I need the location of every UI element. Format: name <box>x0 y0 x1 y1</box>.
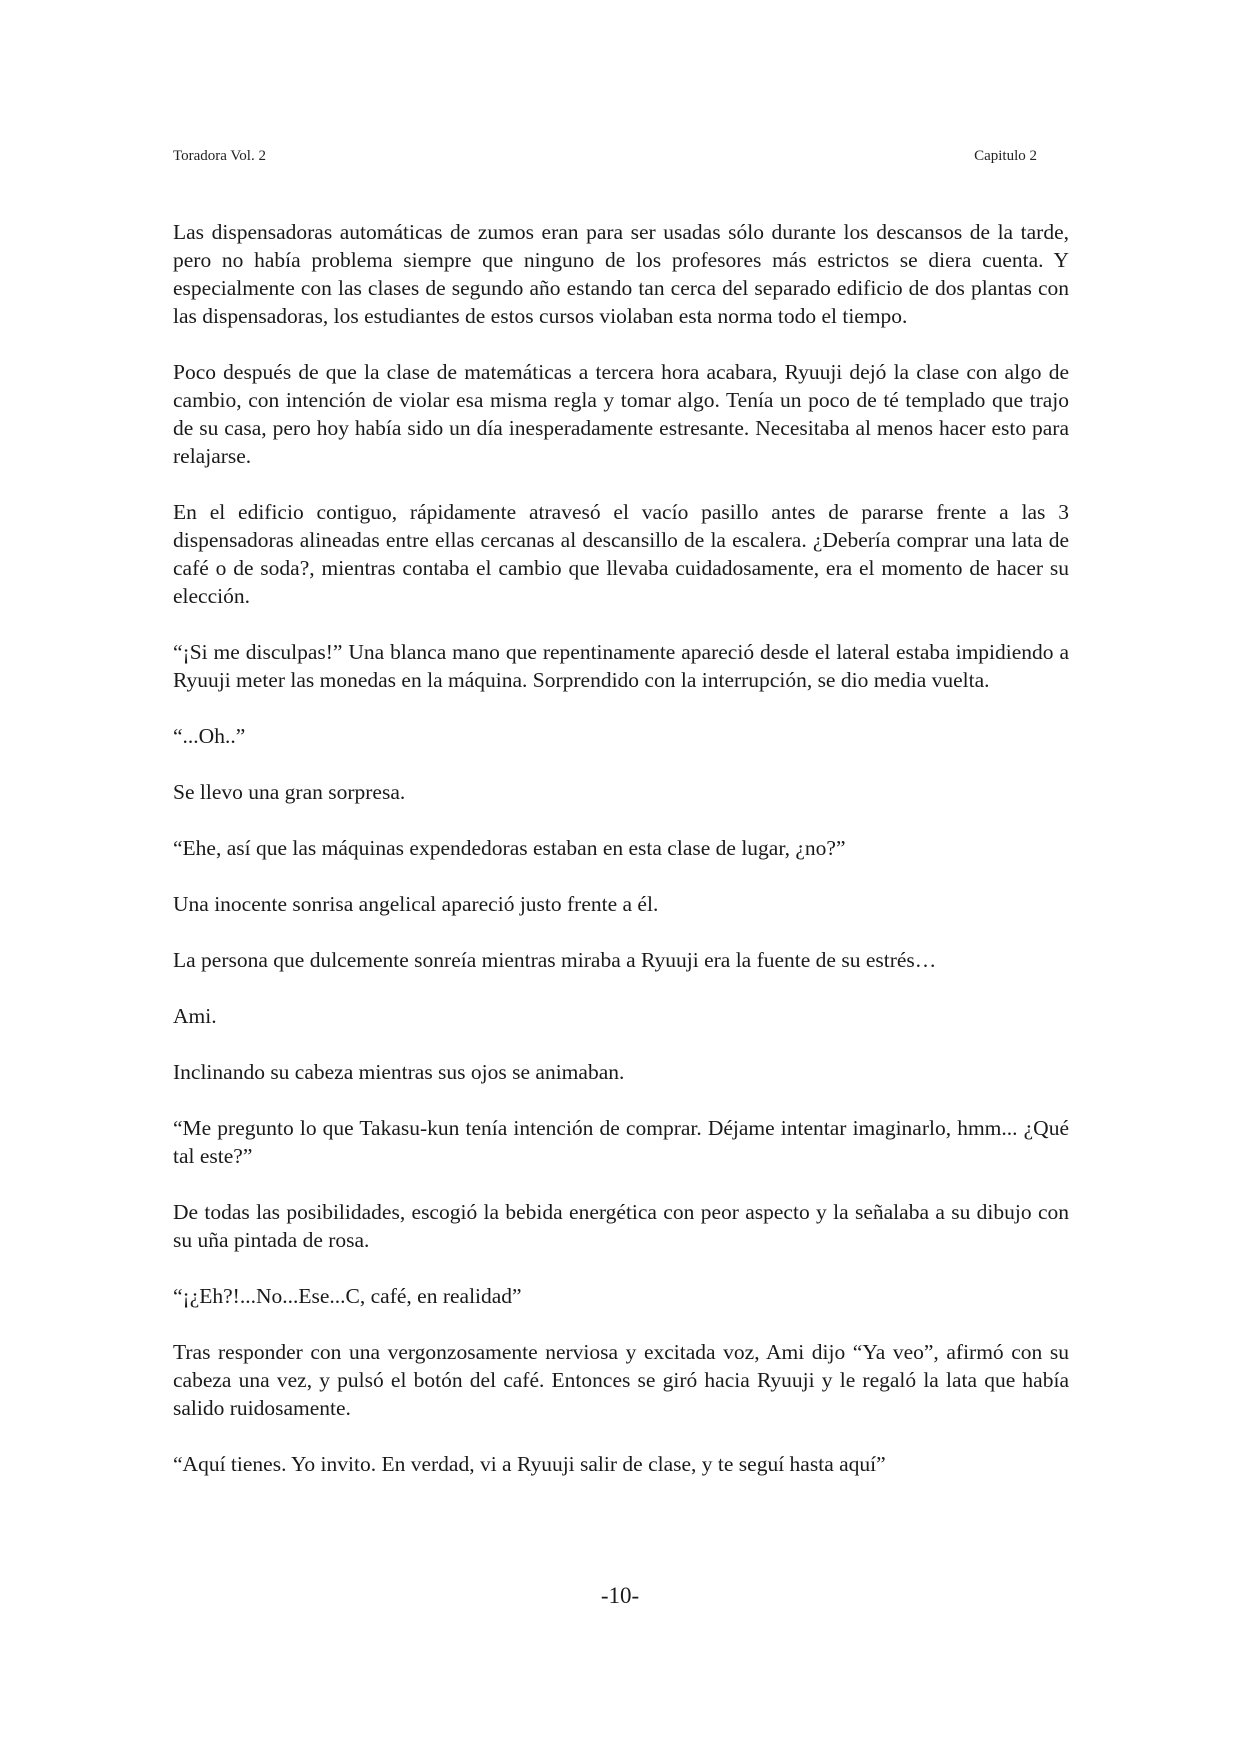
paragraph: De todas las posibilidades, escogió la bebida energética con peor aspecto y la señalaba a su dibujo con su uña pintada de rosa. <box>173 1200 1069 1252</box>
paragraph: “Ehe, así que las máquinas expendedoras estaban en esta clase de lugar, ¿no?” <box>173 836 846 860</box>
paragraph: Ami. <box>173 1004 217 1028</box>
running-header <box>173 146 1037 166</box>
paragraph: Se llevo una gran sorpresa. <box>173 780 406 804</box>
paragraph: “¡¿Eh?!...No...Ese...C, café, en realidad” <box>173 1284 522 1308</box>
paragraph: “Me pregunto lo que Takasu-kun tenía intención de comprar. Déjame intentar imaginarlo, hmm... ¿Qué tal este?” <box>173 1116 1069 1168</box>
header-chapter: Capitulo 2 <box>974 148 1037 164</box>
paragraph: “Aquí tienes. Yo invito. En verdad, vi a Ryuuji salir de clase, y te seguí hasta aquí” <box>173 1452 886 1476</box>
paragraph: Poco después de que la clase de matemáticas a tercera hora acabara, Ryuuji dejó la clase con algo de cambio, con intención de violar esa misma regla y tomar algo. Tenía un poco de té templado que trajo de su casa, pero hoy había sido un día inesperadamente estresante. Necesitaba al menos hacer esto para relajarse. <box>173 360 1069 468</box>
paragraph: “...Oh..” <box>173 724 246 748</box>
paragraph: “¡Si me disculpas!” Una blanca mano que repentinamente apareció desde el lateral estaba impidiendo a Ryuuji meter las monedas en la máquina. Sorprendido con la interrupción, se dio media vuelta. <box>173 640 1069 692</box>
paragraph: Las dispensadoras automáticas de zumos eran para ser usadas sólo durante los descansos de la tarde, pero no había problema siempre que ninguno de los profesores más estrictos se diera cuenta. Y especialmente con las clases de segundo año estando tan cerca del separado edificio de dos plantas con las dispensadoras, los estudiantes de estos cursos violaban esta norma todo el tiempo. <box>173 220 1069 328</box>
body-text <box>173 218 1069 1506</box>
paragraph: Una inocente sonrisa angelical apareció justo frente a él. <box>173 892 659 916</box>
page-number: -10- <box>600 1583 640 1608</box>
paragraph: En el edificio contiguo, rápidamente atravesó el vacío pasillo antes de pararse frente a las 3 dispensadoras alineadas entre ellas cercanas al descansillo de la escalera. ¿Debería comprar una lata de café o de soda?, mientras contaba el cambio que llevaba cuidadosamente, era el momento de hacer su elección. <box>173 500 1069 608</box>
paragraph: Tras responder con una vergonzosamente nerviosa y excitada voz, Ami dijo “Ya veo”, afirmó con su cabeza una vez, y pulsó el botón del café. Entonces se giró hacia Ryuuji y le regaló la lata que había salido ruidosamente. <box>173 1340 1069 1420</box>
paragraph: Inclinando su cabeza mientras sus ojos se animaban. <box>173 1060 625 1084</box>
paragraph: La persona que dulcemente sonreía mientras miraba a Ryuuji era la fuente de su estrés… <box>173 948 937 972</box>
header-book-title: Toradora Vol. 2 <box>173 148 266 164</box>
